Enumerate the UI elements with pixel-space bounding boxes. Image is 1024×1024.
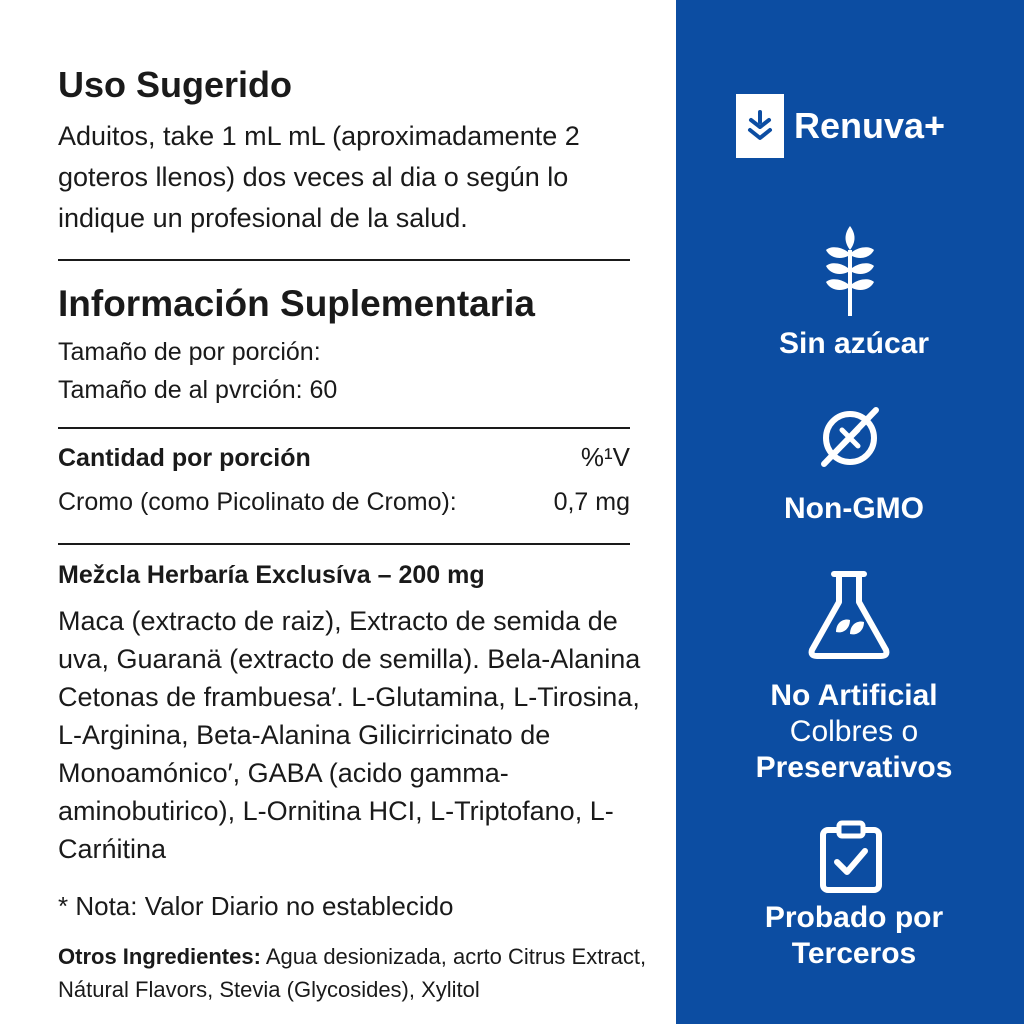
feature-no-artificial-line-1: No Artificial [770, 679, 938, 712]
feature-non-gmo-label: Non-GMO [784, 492, 924, 525]
suggested-use-text: Aduitos, take 1 mL mL (aproximadamente 2 goteros llenos) dos veces al dia o según lo indique un profesional de la salud. [58, 121, 580, 233]
feature-third-party-tested-label [676, 900, 1024, 972]
other-ingredients [58, 940, 658, 1006]
brand-name: Renuva+ [794, 105, 946, 146]
divider [58, 427, 630, 429]
daily-value-header: %¹V [580, 442, 630, 472]
serving-size-line: Tamaño de por porción: [58, 338, 321, 366]
feature-sugar-free-label: Sin azúcar [778, 327, 930, 360]
feature-no-artificial-label [676, 678, 1024, 786]
amount-per-serving-label: Cantidad por porción [58, 444, 311, 472]
feature-third-party-line-2: Terceros [791, 937, 917, 970]
features-panel [676, 0, 1024, 1024]
brand-mark [736, 94, 784, 158]
feature-third-party-line-1: Probado por [764, 901, 944, 934]
suggested-use-title: Uso Sugerido [58, 64, 293, 105]
flask-leaf-icon [806, 570, 892, 660]
divider [58, 259, 630, 261]
supplement-info-title: Información Suplementaria [58, 283, 535, 324]
daily-value-note: * Nota: Valor Diario no establecido [58, 891, 454, 921]
clipboard-check-icon [818, 820, 884, 894]
feature-no-artificial-line-3: Preservativos [755, 751, 953, 784]
other-ingredients-label: Otros Ingredientes: [58, 944, 261, 969]
chromium-value: 0,7 mg [553, 488, 630, 516]
proprietary-blend-ingredients: Maca (extracto de raiz), Extracto de semida de uva, Guaranä (extracto de semilla). Bela-Alanina Cetonas de frambuesa′. L-Glutamina, L-Tirosina, L-Arginina, Beta-Alanina Gilicirricinato de Monoamónico′, GABA (acido gamma-aminobutirico), L-Ornitina HCI, L-Triptofano, L-Carńitina [58, 606, 641, 864]
chromium-label: Cromo (como Picolinato de Cromo): [58, 488, 457, 516]
servings-per-container-line: Tamaño de al pvrción: 60 [58, 376, 338, 404]
proprietary-blend-title: Mežcla Herbaría Exclusíva – 200 mg [58, 561, 485, 589]
wheat-icon [818, 222, 882, 318]
amount-header-row [58, 442, 630, 473]
no-gmo-icon [818, 404, 882, 468]
other-ingredients-text: Agua desionizada, acrto Citrus Extract, Nátural Flavors, Stevia (Glycosides), Xylitol [58, 944, 647, 1002]
feature-no-artificial-line-2: Colbres o [789, 715, 919, 748]
brand-logo [736, 94, 945, 158]
chromium-row [58, 488, 630, 517]
chevron-down-double-icon [745, 109, 775, 143]
divider [58, 543, 630, 545]
